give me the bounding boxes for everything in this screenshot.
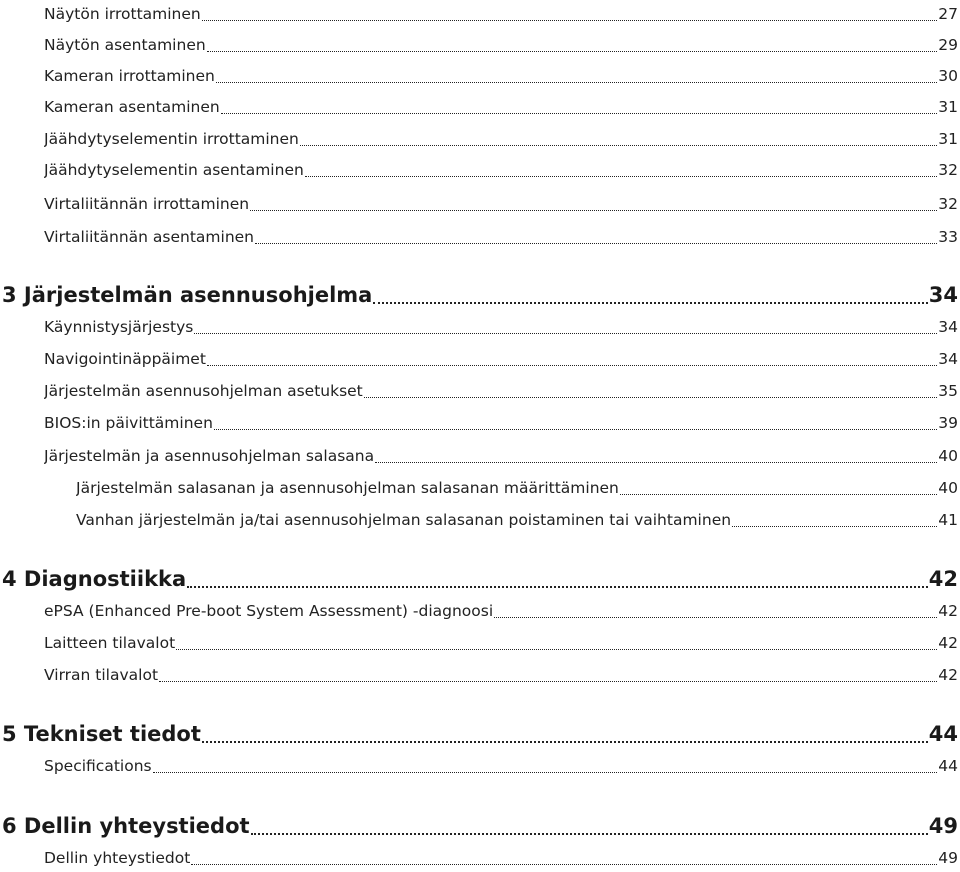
toc-entry[interactable] [44,192,958,216]
toc-entry-page: 49 [938,849,958,867]
toc-entry-title: Dellin yhteystiedot [44,849,191,867]
toc-chapter-title: 4 Diagnostiikka [2,567,187,591]
toc-entry-page: 34 [938,318,958,336]
toc-chapter-page: 42 [928,567,958,591]
toc-entry-title: Kameran asentaminen [44,98,220,116]
dot-leader [732,526,937,527]
toc-entry-title: Jäähdytyselementin asentaminen [44,161,304,179]
toc-entry[interactable] [44,315,958,339]
toc-entry-title: Specifications [44,757,152,775]
toc-chapter-entry[interactable] [2,279,958,311]
toc-entry[interactable] [44,379,958,403]
toc-entry[interactable] [44,754,958,778]
toc-entry[interactable] [44,599,958,623]
dot-leader [207,365,937,366]
dot-leader [194,333,937,334]
dot-leader [202,741,928,743]
toc-entry-title: Näytön irrottaminen [44,5,201,23]
toc-entry-title: Näytön asentaminen [44,36,206,54]
toc-entry-title: Jäähdytyselementin irrottaminen [44,130,299,148]
toc-entry-page: 27 [938,5,958,23]
dot-leader [176,649,937,650]
dot-leader [251,833,928,835]
toc-chapter-page: 44 [928,722,958,746]
toc-entry-page: 34 [938,350,958,368]
toc-entry-page: 30 [938,67,958,85]
dot-leader [207,51,938,52]
toc-entry-page: 32 [938,161,958,179]
toc-entry-page: 35 [938,382,958,400]
toc-entry-title: Virtaliitännän irrottaminen [44,195,250,213]
toc-entry-page: 29 [938,36,958,54]
dot-leader [364,397,938,398]
dot-leader [159,681,937,682]
toc-chapter-entry[interactable] [2,718,958,750]
dot-leader [216,82,937,83]
toc-entry-title: Navigointinäppäimet [44,350,206,368]
toc-entry-title: ePSA (Enhanced Pre-boot System Assessment) -diagnoosi [44,602,494,620]
toc-entry[interactable] [44,95,958,119]
dot-leader [214,429,937,430]
toc-entry-title: Järjestelmän asennusohjelman asetukset [44,382,363,400]
toc-entry-title: Järjestelmän ja asennusohjelman salasana [44,447,375,465]
toc-entry[interactable] [44,127,958,151]
toc-chapter-entry[interactable] [2,810,958,842]
dot-leader [375,462,937,463]
toc-chapter-title: 6 Dellin yhteystiedot [2,814,250,838]
toc-chapter-title: 3 Järjestelmän asennusohjelma [2,283,373,307]
dot-leader [305,176,937,177]
toc-entry-page: 42 [938,666,958,684]
toc-entry[interactable] [44,663,958,687]
toc-entry-title: Kameran irrottaminen [44,67,215,85]
dot-leader [221,113,938,114]
toc-entry-title: Laitteen tilavalot [44,634,176,652]
toc-chapter-page: 34 [928,283,958,307]
toc-entry-page: 39 [938,414,958,432]
toc-entry-page: 33 [938,228,958,246]
dot-leader [373,302,927,304]
dot-leader [250,210,937,211]
toc-chapter-title: 5 Tekniset tiedot [2,722,201,746]
dot-leader [300,145,937,146]
toc-entry[interactable] [44,225,958,249]
toc-entry-page: 31 [938,130,958,148]
toc-subentry[interactable] [76,508,958,532]
toc-entry-page: 40 [938,447,958,465]
toc-entry[interactable] [44,64,958,88]
toc-entry-page: 31 [938,98,958,116]
toc-entry[interactable] [44,347,958,371]
dot-leader [187,586,928,588]
toc-subentry[interactable] [76,476,958,500]
toc-entry-title: Virtaliitännän asentaminen [44,228,255,246]
dot-leader [255,243,937,244]
dot-leader [202,20,938,21]
toc-entry-title: Käynnistysjärjestys [44,318,194,336]
toc-entry[interactable] [44,411,958,435]
toc-entry[interactable] [44,846,958,870]
toc-entry-page: 32 [938,195,958,213]
toc-entry-page: 40 [938,479,958,497]
toc-entry-title: BIOS:in päivittäminen [44,414,213,432]
toc-entry-page: 42 [938,634,958,652]
toc-entry-page: 41 [938,511,958,529]
toc-entry-title: Järjestelmän salasanan ja asennusohjelman salasanan määrittäminen [76,479,619,497]
dot-leader [153,772,938,773]
toc-entry-page: 44 [938,757,958,775]
toc-entry-title: Virran tilavalot [44,666,159,684]
dot-leader [494,617,937,618]
toc-entry[interactable] [44,158,958,182]
dot-leader [191,864,937,865]
toc-chapter-entry[interactable] [2,563,958,595]
toc-entry-page: 42 [938,602,958,620]
toc-entry[interactable] [44,33,958,57]
toc-entry[interactable] [44,444,958,468]
dot-leader [620,494,937,495]
toc-entry-title: Vanhan järjestelmän ja/tai asennusohjelman salasanan poistaminen tai vaihtaminen [76,511,732,529]
toc-entry[interactable] [44,2,958,26]
toc-chapter-page: 49 [928,814,958,838]
toc-entry[interactable] [44,631,958,655]
